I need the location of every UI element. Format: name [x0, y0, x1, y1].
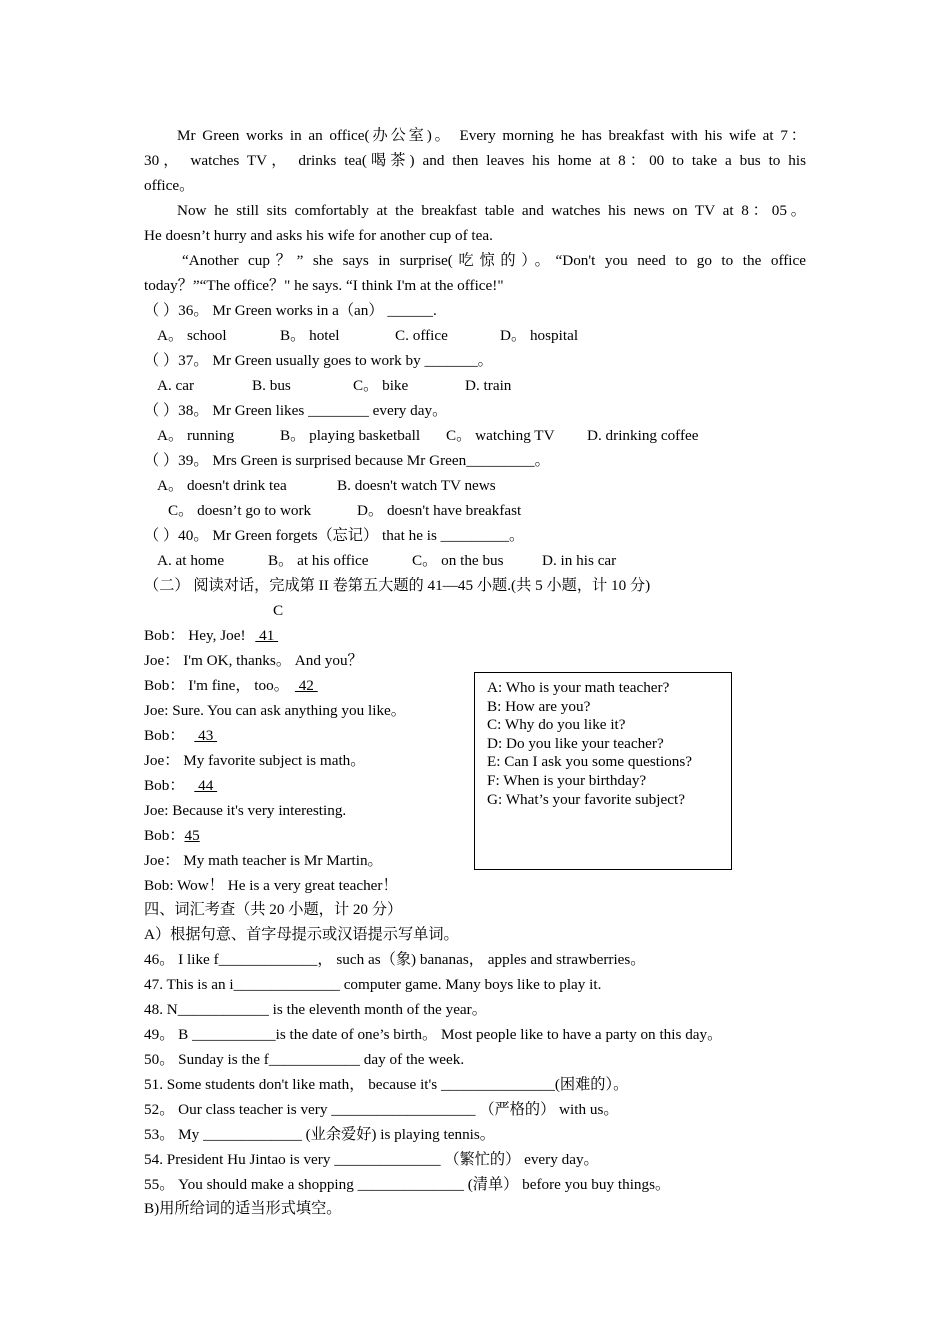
box-option-a: A: Who is your math teacher?	[487, 679, 670, 696]
question-55: 55。 You should make a shopping ______________ (清单） before you buy things。	[144, 1176, 671, 1193]
box-option-b: B: How are you?	[487, 697, 591, 715]
dialogue-line: Bob： 44	[144, 776, 231, 796]
question-49: 49。 B ___________is the date of one’s birth。 Most people like to have a party on this day。	[144, 1026, 723, 1043]
blank-45: 45	[184, 827, 200, 844]
option-38-d: D. drinking coffee	[587, 427, 699, 444]
passage-line: Now he still sits comfortably at the breakfast table and watches his news on TV at 8：05。	[177, 202, 806, 219]
passage-line: “Another cup？” she says in surprise(吃惊的）。“Don't you need to go to the office	[182, 252, 806, 269]
option-36-a: A。 school	[157, 327, 227, 344]
passage-line: Mr Green works in an office(办公室)。 Every morning he has breakfast with his wife at 7：	[177, 127, 806, 144]
dialogue-line: Joe： My favorite subject is math。	[144, 752, 366, 769]
dialogue-line: Joe: Sure. You can ask anything you like。	[144, 702, 406, 719]
question-40: （ ）40。 Mr Green forgets（忘记） that he is _________。	[144, 527, 525, 544]
dialogue-line: Bob： Hey, Joe! 41	[144, 626, 284, 646]
box-option-e: E: Can I ask you some questions?	[487, 753, 693, 771]
question-47: 47. This is an i______________ computer game. Many boys like to play it.	[144, 976, 602, 993]
question-50: 50。 Sunday is the f____________ day of the week.	[144, 1051, 465, 1068]
dialogue-line: Bob： I'm fine， too。 42	[144, 676, 330, 696]
section-2-heading: （二） 阅读对话，完成第 II 卷第五大题的 41—45 小题.(共 5 小题，计 10 分)	[144, 577, 651, 594]
box-option-c: C: Why do you like it?	[487, 716, 626, 734]
option-37-b: B. bus	[252, 377, 291, 394]
section-4-heading: 四、词汇考查（共 20 小题，计 20 分）	[144, 901, 403, 918]
dialogue-line: Joe: Because it's very interesting.	[144, 802, 347, 819]
question-51: 51. Some students don't like math， because it's _______________(困难的）。	[144, 1076, 629, 1093]
option-39-c: C。 doesn’t go to work	[168, 502, 312, 519]
blank-42: 42	[294, 677, 318, 694]
option-36-b: B。 hotel	[280, 327, 340, 344]
question-36: （ ）36。 Mr Green works in a（an） ______.	[144, 302, 437, 319]
option-39-a: A。 doesn't drink tea	[157, 477, 287, 494]
option-38-a: A。 running	[157, 427, 235, 444]
question-53: 53。 My _____________ (业余爱好) is playing tennis。	[144, 1126, 495, 1143]
option-40-a: A. at home	[157, 552, 225, 569]
box-option-f: F: When is your birthday?	[487, 771, 647, 789]
part-a-instruction: A）根据句意、首字母提示或汉语提示写单词。	[144, 926, 459, 943]
dialogue-line: Joe： My math teacher is Mr Martin。	[144, 852, 383, 869]
part-b-instruction: B)用所给词的适当形式填空。	[144, 1200, 342, 1217]
option-40-d: D. in his car	[542, 552, 617, 569]
box-option-g: G: What’s your favorite subject?	[487, 790, 685, 808]
option-36-d: D。 hospital	[500, 327, 579, 344]
option-40-b: B。 at his office	[268, 552, 369, 569]
option-40-c: C。 on the bus	[412, 552, 504, 569]
option-37-a: A. car	[157, 377, 195, 394]
question-48: 48. N____________ is the eleventh month of the year。	[144, 1001, 487, 1018]
option-38-c: C。 watching TV	[446, 427, 555, 444]
box-option-d: D: Do you like your teacher?	[487, 734, 664, 752]
dialogue-line: Joe： I'm OK, thanks。 And you？	[144, 652, 363, 669]
dialogue-options-box	[474, 672, 732, 870]
question-54: 54. President Hu Jintao is very ______________ （繁忙的） every day。	[144, 1151, 599, 1168]
blank-44: 44	[194, 777, 218, 794]
blank-43: 43	[194, 727, 218, 744]
option-37-c: C。 bike	[353, 377, 409, 394]
dialogue-line: Bob: Wow！ He is a very great teacher！	[144, 877, 398, 894]
option-39-b: B. doesn't watch TV news	[337, 477, 496, 494]
question-46: 46。 I like f_____________， such as（象) bananas， apples and strawberries。	[144, 951, 646, 968]
question-38: （ ）38。 Mr Green likes ________ every day。	[144, 402, 448, 419]
passage-line: today？”“The office？" he says. “I think I'm at the office!"	[144, 277, 504, 294]
passage-line: 30， watches TV， drinks tea(喝茶) and then leaves his home at 8：00 to take a bus to his	[144, 152, 806, 169]
blank-41: 41	[255, 627, 279, 644]
question-37: （ ）37。 Mr Green usually goes to work by _______。	[144, 352, 493, 369]
passage-line: office。	[144, 177, 195, 194]
option-37-d: D. train	[465, 377, 512, 394]
option-38-b: B。 playing basketball	[280, 427, 421, 444]
question-39: （ ）39。 Mrs Green is surprised because Mr Green_________。	[144, 452, 550, 469]
section-2-letter: C	[273, 602, 284, 619]
passage-line: He doesn’t hurry and asks his wife for another cup of tea.	[144, 227, 493, 244]
option-39-d: D。 doesn't have breakfast	[357, 502, 522, 519]
dialogue-line: Bob： 43	[144, 726, 227, 746]
option-36-c: C. office	[395, 327, 448, 344]
dialogue-line: Bob：45	[144, 827, 200, 844]
question-52: 52。 Our class teacher is very ___________________ （严格的） with us。	[144, 1101, 619, 1118]
